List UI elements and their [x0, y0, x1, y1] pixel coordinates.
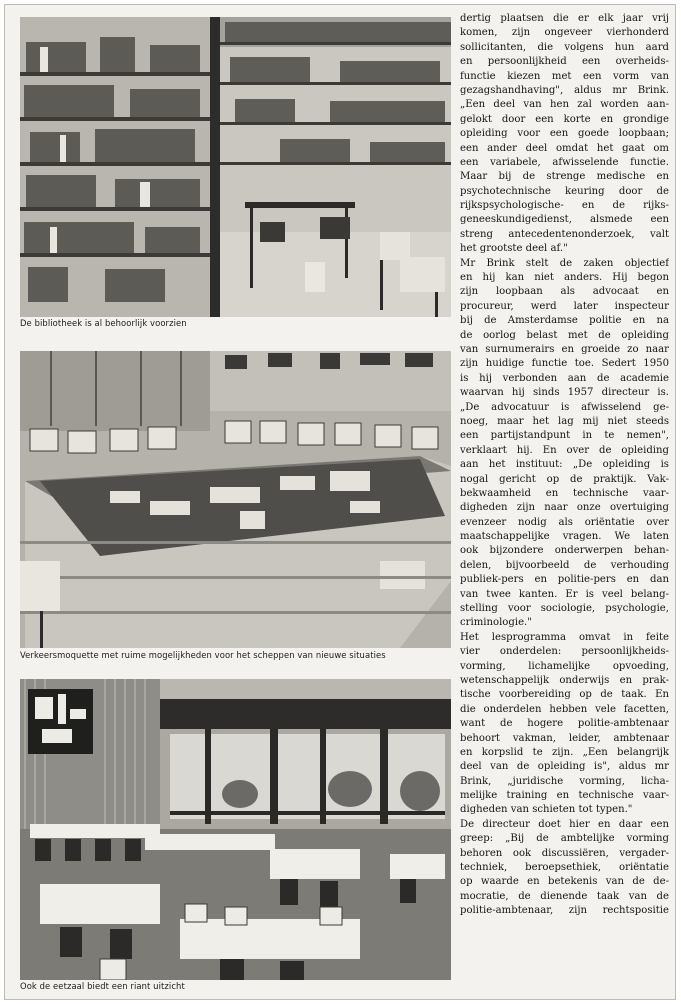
article-line: geneeskundigedienst, alsmede een — [460, 214, 669, 226]
article-line: greep: „Bij de ambtelijke vorming — [460, 833, 669, 845]
article-line: een variabele, afwisselende functie. — [460, 156, 669, 168]
article-line: vier onderdelen: persoonlijkheids- — [460, 646, 669, 658]
article-line: komen, zijn ongeveer vierhonderd — [460, 27, 669, 39]
article-line: noeg, maar het lag mij niet steeds — [460, 415, 669, 427]
article-line: een partijstandpunt in te nemen", — [460, 430, 669, 442]
article-line: van twee kanten. Er is veel belang- — [460, 588, 669, 600]
article-line: nogal gericht op de praktijk. Vak- — [460, 473, 669, 485]
article-line: en hij kan niet anders. Hij begon — [460, 272, 669, 284]
article-line: digheden van schieten tot typen." — [460, 804, 633, 816]
article-line: publiek-pers en politie-pers en dan — [460, 574, 669, 586]
library-photo — [20, 17, 451, 317]
article-line: de oorlog belast met de opleiding — [460, 329, 669, 341]
article-line: psychotechnische keuring door de — [460, 185, 669, 197]
article-line: zijn huidige functie toe. Sedert 1950 — [460, 358, 669, 370]
dining-hall-caption: Ook de eetzaal biedt een riant uitzicht — [20, 981, 185, 991]
article-line: functie kiezen met een vorm van — [460, 70, 669, 82]
article-line: digheden zijn naar onze overtuiging — [460, 502, 669, 514]
article-line: want de hogere politie-ambtenaar — [460, 718, 669, 730]
article-line: bij de Amsterdamse politie en na — [460, 315, 669, 327]
article-line: De directeur doet hier en daar een — [460, 818, 669, 830]
article-line: opleiding voor een goede loopbaan; — [460, 128, 669, 140]
article-line: behoort vakman, leider, ambtenaar — [460, 732, 669, 744]
traffic-model-photo-drawing — [20, 351, 451, 648]
article-line: criminologie." — [460, 617, 532, 629]
article-line: Maar bij de strenge medische en — [460, 171, 669, 183]
article-line: mocratie, de dienende taak van de — [460, 890, 669, 902]
article-line: evenzeer nodig als oriëntatie over — [460, 516, 669, 528]
dining-hall-photo-drawing — [20, 679, 451, 980]
article-line: streng antecedentenonderzoek, valt — [460, 228, 669, 240]
article-line: is hij verbonden aan de academie — [460, 372, 669, 384]
article-line: sollicitanten, die volgens hun aard — [460, 41, 669, 53]
article-line: en korpslid te zijn. „Een belangrijk — [460, 746, 669, 758]
article-line: Het lesprogramma omvat in feite — [460, 631, 669, 643]
article-line: op waarde en betekenis van de de- — [460, 876, 669, 888]
article-line: aan het instituut: „De opleiding is — [460, 459, 669, 471]
article-line: een ander deel omdat het gaat om — [460, 142, 669, 154]
article-line: stelling voor sociologie, psychologie, — [460, 603, 669, 615]
article-line: Brink, „juridische vorming, licha- — [460, 775, 669, 787]
article-line: melijke training en technische vaar- — [460, 790, 669, 802]
article-line: zijn loopbaan als advocaat en — [460, 286, 669, 298]
article-line: „De advocatuur is afwisselend ge- — [460, 401, 669, 413]
article-line: dertig plaatsen die er elk jaar vrij — [460, 13, 669, 24]
dining-hall-photo — [20, 679, 451, 980]
article-line: „Een deel van hen zal worden aan- — [460, 99, 669, 111]
article-line: die onderdelen hebben vele facetten, — [460, 703, 669, 715]
article-line: het grootste deel af." — [460, 243, 568, 255]
article-line: rijkspsychologische- en de rijks- — [460, 200, 669, 212]
article-text-column — [460, 12, 669, 997]
article-line: procureur, werd later inspecteur — [460, 300, 669, 312]
article-line: tische voorbereiding op de taak. En — [460, 689, 669, 701]
article-line: Mr Brink stelt de zaken objectief — [460, 257, 669, 269]
traffic-model-photo — [20, 351, 451, 648]
article-line: ook bijzondere onderwerpen behan- — [460, 545, 669, 557]
article-line: waarvan hij sinds 1957 directeur is. — [460, 387, 669, 399]
article-line: wetenschappelijk onderwijs en prak- — [460, 674, 669, 686]
article-line: gelokt door een korte en grondige — [460, 113, 669, 125]
article-line: gezagshandhaving", aldus mr Brink. — [460, 84, 669, 96]
article-line: deel van de opleiding is", aldus mr — [460, 761, 669, 773]
article-line: vorming, lichamelijke opvoeding, — [460, 660, 669, 672]
article-line: van surnumerairs en groeide zo naar — [460, 343, 669, 355]
article-line: verklaart hij. En over de opleiding — [460, 444, 669, 456]
article-line: techniek, beroepsethiek, oriëntatie — [460, 862, 669, 874]
article-line: politie-ambtenaar, zijn rechtspositie — [460, 905, 669, 917]
article-line: behoren ook discussiëren, vergader- — [460, 847, 669, 859]
article-line: maatschappelijke vragen. We laten — [460, 531, 669, 543]
library-photo-drawing — [20, 17, 451, 317]
traffic-model-caption: Verkeersmoquette met ruime mogelijkheden voor het scheppen van nieuwe situaties — [20, 650, 386, 660]
library-caption: De bibliotheek is al behoorlijk voorzien — [20, 318, 187, 328]
article-line: en persoonlijkheid een overheids- — [460, 56, 669, 68]
magazine-page — [4, 4, 676, 1000]
article-line: delen, bijvoorbeeld de verhouding — [460, 559, 669, 571]
article-line: bekwaamheid en technische vaar- — [460, 487, 669, 499]
